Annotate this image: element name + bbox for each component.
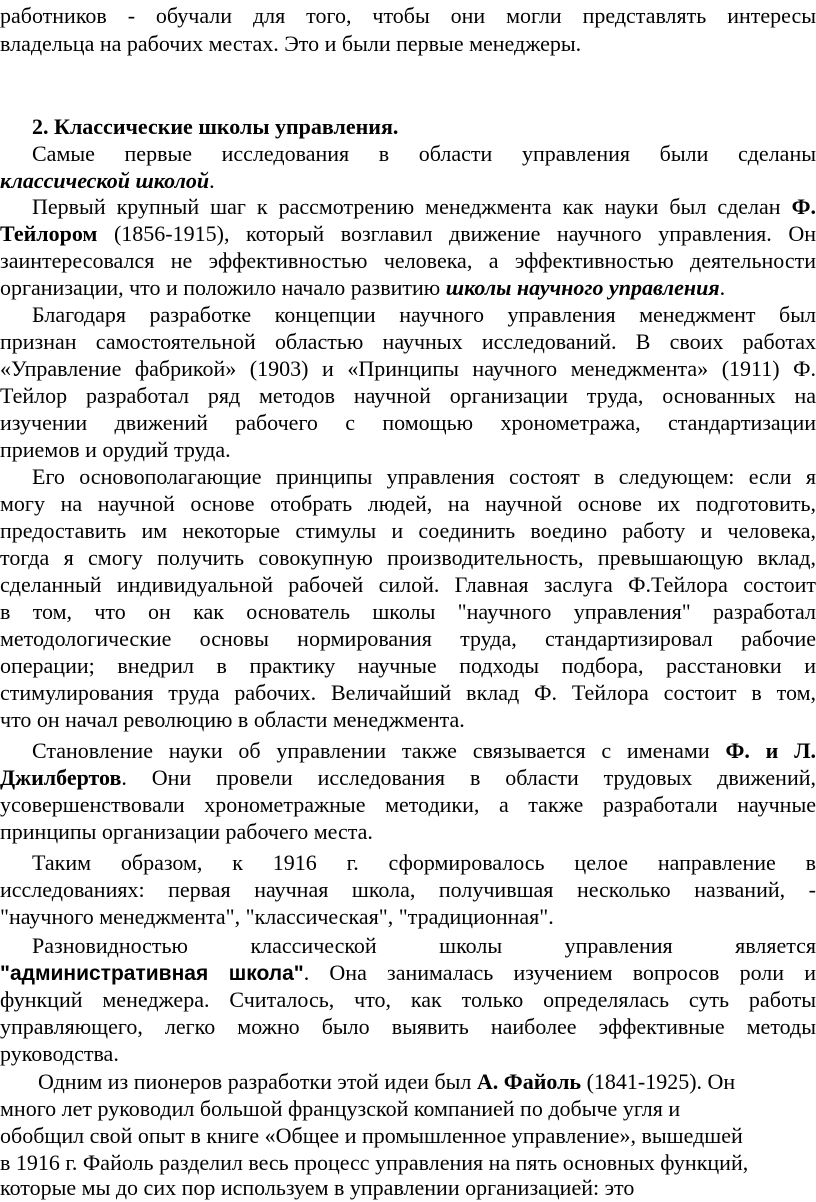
paragraph-line: Благодаря разработке концепции научного управления менеджмент был [32, 302, 816, 327]
paragraph-line: приемов и орудий труда. [0, 437, 231, 462]
paragraph-line: функций менеджера. Считалось, что, как только определялась суть работы [0, 987, 816, 1012]
paragraph-line: «Управление фабрикой» (1903) и «Принципы научного менеджмента» (1911) Ф. [0, 356, 816, 381]
bold-term: "административная школа" [0, 962, 304, 985]
intro-line: владельца на рабочих местах. Это и были первые менеджеры. [0, 31, 582, 56]
paragraph-line: руководства. [0, 1041, 119, 1066]
paragraph-line: в 1916 г. Файоль разделил весь процесс управления на пять основных функций, [0, 1150, 749, 1175]
paragraph-line: сделанный индивидуальной рабочей силой. Главная заслуга Ф.Тейлора состоит [0, 572, 816, 597]
paragraph-line: в том, что он как основатель школы "научного управления" разработал [0, 599, 816, 624]
paragraph-line: Тейлор разработал ряд методов научной организации труда, основанных на [0, 383, 816, 408]
paragraph-line: Джилбертов. Они провели исследования в области трудовых движений, [0, 765, 816, 790]
paragraph-line: классической школой. [0, 168, 215, 193]
paragraph-line: Его основополагающие принципы управления состоят в следующем: если я [32, 464, 816, 489]
paragraph-line: Таким образом, к 1916 г. сформировалось целое направление в [32, 850, 816, 875]
paragraph-line: Первый крупный шаг к рассмотрению менеджмента как науки был сделан Ф. [32, 194, 816, 219]
paragraph-line: обобщил свой опыт в книге «Общее и промышленное управление», вышедшей [0, 1123, 743, 1148]
section-heading: 2. Классические школы управления. [32, 114, 399, 139]
paragraph-line: предоставить им некоторые стимулы и соединить воедино работу и человека, [0, 518, 816, 543]
paragraph-line: много лет руководил большой французской компанией по добыче угля и [0, 1096, 681, 1121]
emphasis: школы научного управления [445, 275, 720, 300]
paragraph-line: тогда я смогу получить совокупную производительность, превышающую вклад, [0, 545, 816, 570]
paragraph-line: усовершенствовали хронометражные методики, а также разработали научные [0, 792, 816, 817]
paragraph-line: признан самостоятельной областью научных исследований. В своих работах [0, 329, 816, 354]
paragraph-line: организации, что и положило начало развитию школы научного управления. [0, 275, 726, 300]
paragraph-line: Одним из пионеров разработки этой идеи был А. Файоль (1841-1925). Он [38, 1069, 736, 1094]
paragraph-line: методологические основы нормирования труда, стандартизировал рабочие [0, 626, 816, 651]
paragraph-line: которые мы до сих пор используем в управлении организацией: это [0, 1175, 635, 1200]
paragraph-line: что он начал революцию в области менеджмента. [0, 707, 465, 732]
intro-line: работников - обучали для того, чтобы они могли представлять интересы [0, 3, 816, 28]
paragraph-line: управляющего, легко можно было выявить наиболее эффективные методы [0, 1014, 816, 1039]
paragraph-line: заинтересовался не эффективностью человека, а эффективностью деятельности [0, 248, 816, 273]
paragraph-line: операции; внедрил в практику научные подходы подбора, расстановки и [0, 653, 816, 678]
paragraph-line: "административная школа". Она занималась изучением вопросов роли и [0, 960, 816, 985]
paragraph-line: Становление науки об управлении также связывается с именами Ф. и Л. [32, 738, 816, 763]
paragraph-line: Самые первые исследования в области управления были сделаны [32, 141, 816, 166]
paragraph-line: стимулирования труда рабочих. Величайший вклад Ф. Тейлора состоит в том, [0, 680, 816, 705]
paragraph-line: исследованиях: первая научная школа, получившая несколько названий, - [0, 877, 816, 902]
paragraph-line: Тейлором (1856-1915), который возглавил движение научного управления. Он [0, 221, 816, 246]
paragraph-line: изучении движений рабочего с помощью хронометража, стандартизации [0, 410, 816, 435]
paragraph-line: "научного менеджмента", "классическая", "традиционная". [0, 904, 554, 929]
paragraph-line: могу на научной основе отобрать людей, на научной основе их подготовить, [0, 491, 816, 516]
paragraph-line: Разновидностью классической школы управления является [32, 933, 816, 958]
emphasis: классической школой [0, 168, 210, 193]
paragraph-line: принципы организации рабочего места. [0, 819, 373, 844]
